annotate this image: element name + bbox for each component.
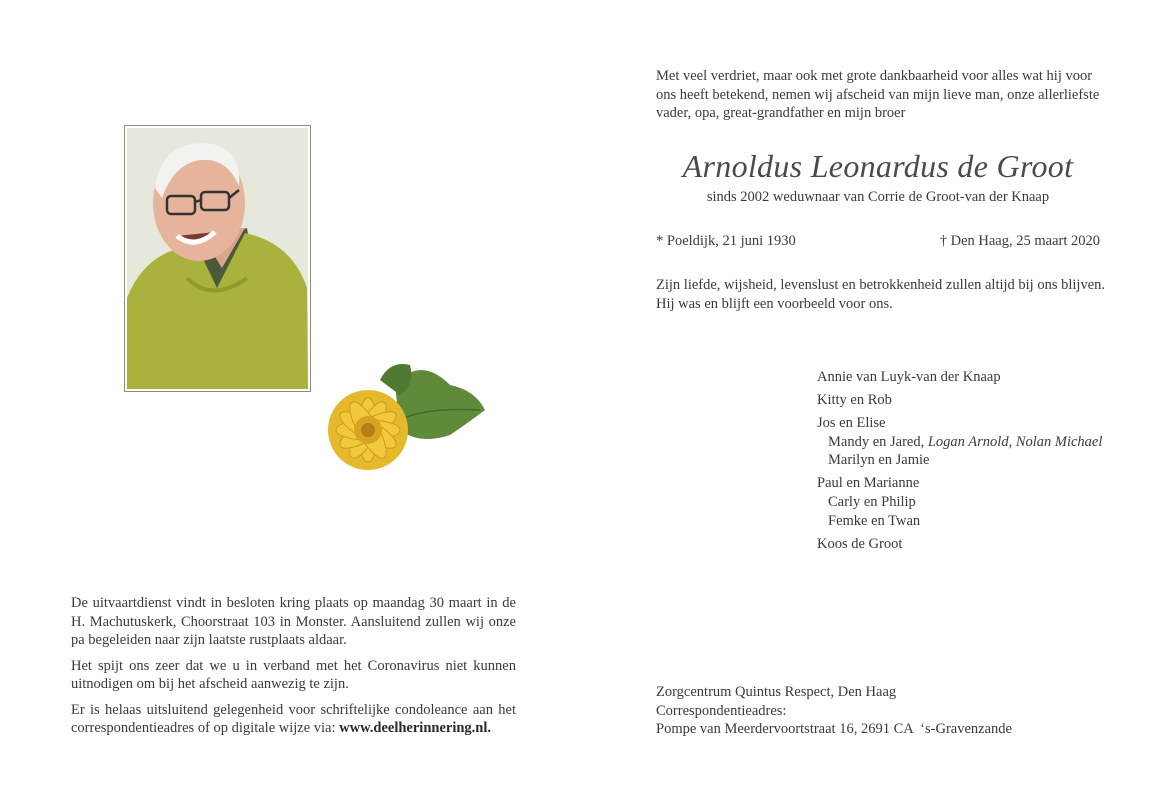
family-subline — [817, 433, 1102, 452]
quote-line-2: Hij was en blijft een voorbeeld voor ons. — [656, 295, 893, 312]
condolence-link[interactable]: www.deelherinnering.nl. — [339, 720, 492, 736]
family-group — [817, 414, 1102, 470]
family-group — [817, 535, 1102, 554]
deceased-name: Arnoldus Leonardus de Groot — [682, 148, 1074, 184]
correspondence-address — [656, 683, 1012, 739]
family-list — [817, 368, 1102, 558]
flower-illustration — [300, 345, 495, 490]
family-group — [817, 474, 1102, 530]
corona-paragraph: Het spijt ons zeer dat we u in verband met het Coronavirus niet kunnen uitnodigen om bij het afscheid aanwezig te zijn. — [71, 657, 516, 692]
widower-line: sinds 2002 weduwnaar van Corrie de Groot-van der Knaap — [706, 189, 1050, 205]
family-member: Jos en Elise — [817, 415, 886, 432]
family-member: Annie van Luyk-van der Knaap — [817, 369, 1001, 385]
address-line-2: Correspondentieadres: — [656, 702, 787, 719]
condolence-paragraph — [71, 701, 516, 738]
portrait-photo — [124, 125, 311, 392]
memorial-quote — [656, 276, 1106, 313]
family-member: Marilyn en Jamie — [828, 452, 930, 469]
service-paragraph: De uitvaartdienst vindt in besloten kring plaats op maandag 30 maart in de H. Machutuskerk, Choorstraat 103 in Monster. Aansluitend zullen wij onze pa begeleiden naar zijn laatste rustplaats aldaar. — [71, 595, 516, 648]
family-member: Koos de Groot — [817, 535, 903, 552]
portrait-image — [127, 128, 308, 389]
flower-icon — [300, 345, 495, 485]
address-line-1: Zorgcentrum Quintus Respect, Den Haag — [656, 684, 897, 700]
family-group — [817, 368, 1102, 387]
great-grandchildren: Logan Arnold, Nolan Michael — [927, 433, 1103, 450]
death-line: † Den Haag, 25 maart 2020 — [939, 233, 1100, 249]
address-line-3: Pompe van Meerdervoortstraat 16, 2691 CA ‘s-Gravenzande — [656, 721, 1012, 738]
family-member: Mandy en Jared, — [828, 433, 928, 450]
family-member: Paul en Marianne — [817, 475, 920, 492]
family-member: Femke en Twan — [828, 512, 921, 529]
family-member: Kitty en Rob — [817, 392, 892, 409]
condolence-text: Er is helaas uitsluitend gelegenheid voor schriftelijke condoleance aan het correspondentieadres of op digitale wijze via: — [71, 701, 516, 736]
intro-text: Met veel verdriet, maar ook met grote dankbaarheid voor alles wat hij voor ons heeft betekend, nemen wij afscheid van mijn lieve man, onze allerliefste vader, opa, great-grandfather en mijn broer — [656, 68, 1100, 122]
funeral-info — [71, 594, 516, 745]
family-group — [817, 391, 1102, 410]
quote-line-1: Zijn liefde, wijsheid, levenslust en betrokkenheid zullen altijd bij ons blijven. — [656, 277, 1106, 293]
family-member: Carly en Philip — [828, 494, 916, 511]
birth-line: * Poeldijk, 21 juni 1930 — [656, 233, 796, 249]
